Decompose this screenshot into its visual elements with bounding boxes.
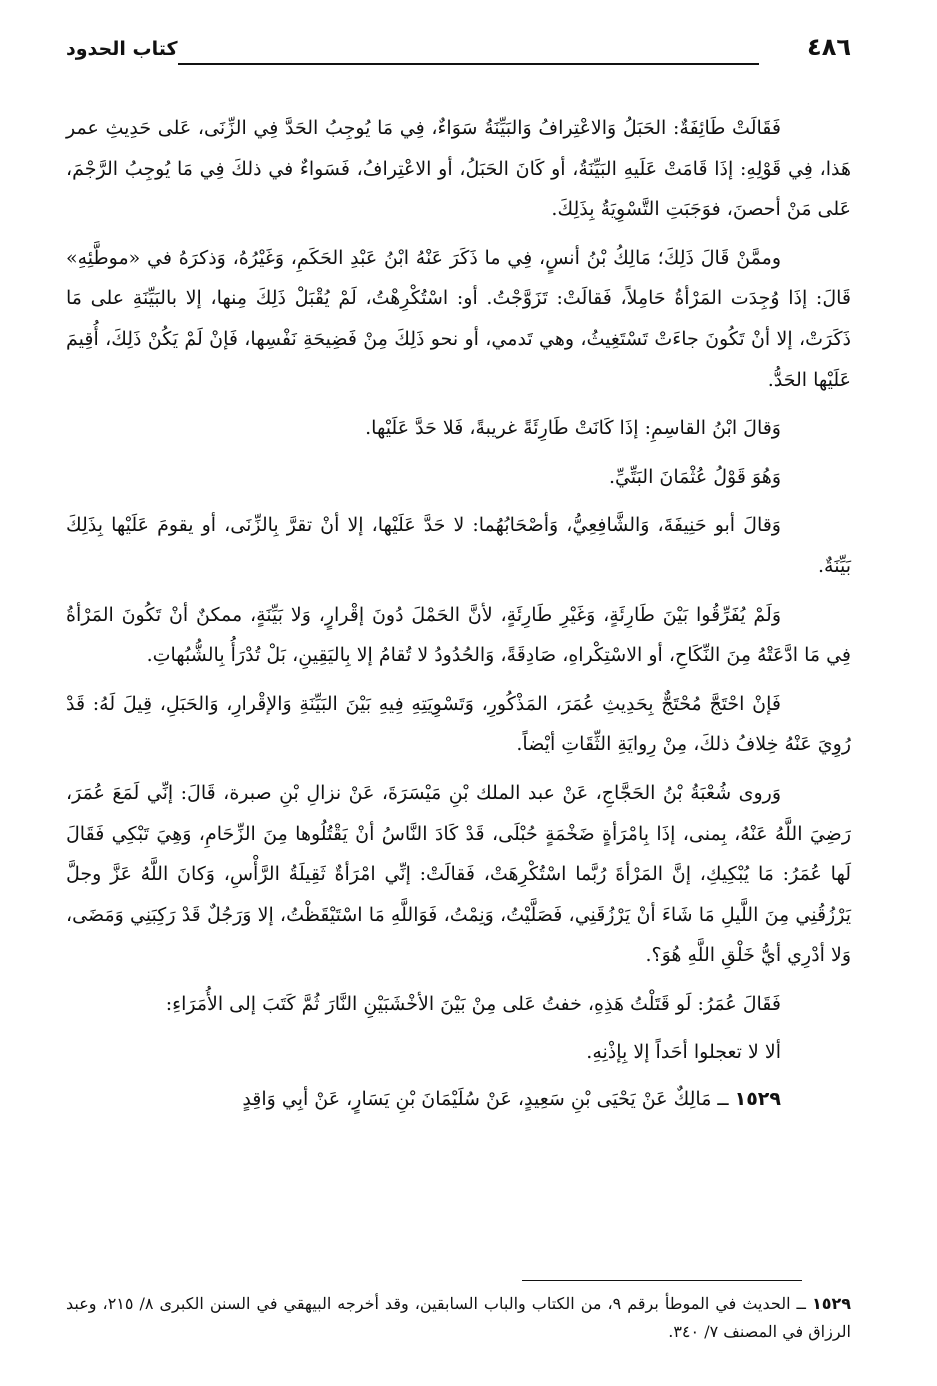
- page-header: [66, 28, 851, 70]
- hadith-entry: [66, 1079, 851, 1120]
- footnote-rule: [522, 1280, 802, 1281]
- paragraph: وَهُوَ قَوْلُ عُثْمَانَ البَتِّيِّ.: [608, 465, 781, 488]
- footnote-entry: [66, 1290, 851, 1346]
- running-title: كتاب الحدود: [66, 38, 178, 60]
- main-text: [66, 108, 851, 1128]
- paragraph: وَلَمْ يُفَرِّقُوا بَيْنَ طَارِئَةٍ، وَغَيْرِ طَارِئَةٍ، لأنَّ الحَمْلَ دُونَ إقْرارٍ، وَلا بَيِّنَةٍ، ممكنٌ أنْ تَكُونَ المَرْأةُ فِي مَا ادَّعَتْهُ مِنَ النِّكَاحِ، أو الاسْتِكْراهِ، صَادِقَةً، وَالحُدُودُ لا تُقامُ إلا بِاليَقِينِ، بَلْ تُدْرَأُ بِالشُّبُهاتِ.: [66, 603, 851, 667]
- paragraph: وَقالَ ابْنُ القاسِمِ: إذَا كَانَتْ طَارِئَةً غريبةً، فَلا حَدَّ عَلَيْها.: [365, 417, 781, 440]
- page-number: ٤٨٦: [807, 33, 851, 61]
- paragraph: ألا لا تعجلوا أحَداً إلا بِإذْنِهِ.: [586, 1041, 781, 1064]
- footnote: [66, 1290, 851, 1346]
- hadith-number: ١٥٢٩: [734, 1088, 781, 1111]
- paragraph: فَإنْ احْتَجَّ مُحْتَجٌّ بِحَدِيثِ عُمَرَ، المَذْكُورِ، وَتَسْوِيَتِهِ فِيهِ بَيْنَ البَيِّنَةِ وَالإقْرارِ، وَالحَبَلِ، قِيلَ لَهُ: قَدْ رُوِيَ عَنْهُ خِلافُ ذلكَ، مِنْ رِوايَةِ الثِّقَاتِ أيْضاً.: [66, 692, 851, 756]
- footnote-number: ١٥٢٩: [811, 1294, 852, 1313]
- footnote-text: ــ الحديث في الموطأ برقم ٩، من الكتاب والباب السابقين، وقد أخرجه البيهقي في السنن الكبرى ٨/ ٢١٥، وعبد الرزاق في المصنف ٧/ ٣٤٠.: [66, 1294, 851, 1341]
- paragraph: وممَّنْ قَالَ ذَلِكَ؛ مَالِكُ بْنُ أنسٍ، فِي ما ذَكَرَ عَنْهُ ابْنُ عَبْدِ الحَكَمِ، وَغَيْرُهُ، وَذكرَهُ في «موطَّئِهِ» قَالَ: إذَا وُجِدَت المَرْأةُ حَامِلاً، فَقالَتْ: تَزَوَّجْتُ. أو: اسْتُكْرِهْتُ، لَمْ يُقْبَلْ ذَلِكَ مِنها، إلا بالبَيِّنَةِ على مَا ذَكَرَتْ، إلا أنْ تَكُونَ جاءَتْ تَسْتَغِيثُ، وهي تَدمي، أو نحو ذَلِكَ مِنْ فَضِيحَةِ نَفْسِها، فَإنْ لَمْ يَكُنْ ذَلِكَ، أُقِيمَ عَلَيْها الحَدُّ.: [66, 246, 851, 391]
- header-rule: [178, 63, 759, 65]
- paragraph: فَقَالَ عُمَرُ: لَو قَتَلْتُ هَذِهِ، خفتُ عَلى مِنْ بَيْنَ الأخْشَبَيْنِ النَّارَ ثُمَّ كَتَبَ إلى الأُمَرَاءِ:: [165, 992, 781, 1015]
- paragraph: وَروى شُعْبَةُ بْنُ الحَجَّاجِ، عَنْ عبد الملك بْنِ مَيْسَرَةَ، عَنْ نزالِ بْنِ صبرة، قَالَ: إنِّي لَمَعَ عُمَرَ، رَضِيَ اللَّهُ عَنْهُ، بِمنى، إذَا بِامْرَأةٍ ضَخْمَةٍ حُبْلَى، قَدْ كَادَ النَّاسُ أنْ يَقْتُلُوها مِنَ الزِّحَامِ، وَهِيَ تَبْكِي فَقَالَ لَها عُمَرُ: مَا يُبْكِيكِ، إنَّ المَرْأةَ رُبَّما اسْتُكْرِهَتْ، فَقالَتْ: إنِّي امْرَأةٌ ثَقِيلَةُ الرَّأْسِ، وَكانَ اللَّهُ عَزَّ وجلَّ يَرْزُقُنِي مِنَ اللَّيلِ مَا شَاءَ أنْ يَرْزُقَنِي، فَصَلَّيْتُ، وَنِمْتُ، فَوَاللَّهِ مَا اسْتَيْقَظْتُ، إلا وَرَجُلٌ قَدْ رَكِبَنِي وَمَضَى، وَلا أدْرِي أيُّ خَلْقِ اللَّهِ هُوَ؟.: [66, 781, 851, 967]
- hadith-text: ــ مَالِكٌ عَنْ يَحْيَى بْنِ سَعِيدٍ، عَنْ سُلَيْمَانَ بْنِ يَسَارٍ، عَنْ أبِي وَاقِدٍ: [242, 1088, 729, 1111]
- paragraph: فَقَالَتْ طَائِفَةٌ: الحَبَلُ وَالاعْتِرافُ وَالبَيِّنَةُ سَوَاءٌ، فِي مَا يُوجِبُ الحَدَّ فِي الزِّنَى، عَلى حَدِيثِ عمر هَذا، فِي قَوْلِهِ: إذَا قَامَتْ عَلَيهِ البَيِّنَةُ، أو كَانَ الحَبَلُ، أو الاعْتِرافُ، فَسَواءٌ في ذلكَ فِي مَا يُوجِبُ الرَّجْمَ، عَلى مَنْ أحصنَ، فوَجَبَتِ التَّسْوِيَةُ بِذَلِكَ.: [66, 117, 851, 221]
- paragraph: وَقالَ أبو حَنِيفَةَ، وَالشَّافِعِيُّ، وَأصْحَابُهُما: لا حَدَّ عَلَيْها، إلا أنْ تقرَّ بِالزِّنَى، أو يقومَ عَلَيْها بِذَلِكَ بَيِّنَةٌ.: [66, 514, 851, 577]
